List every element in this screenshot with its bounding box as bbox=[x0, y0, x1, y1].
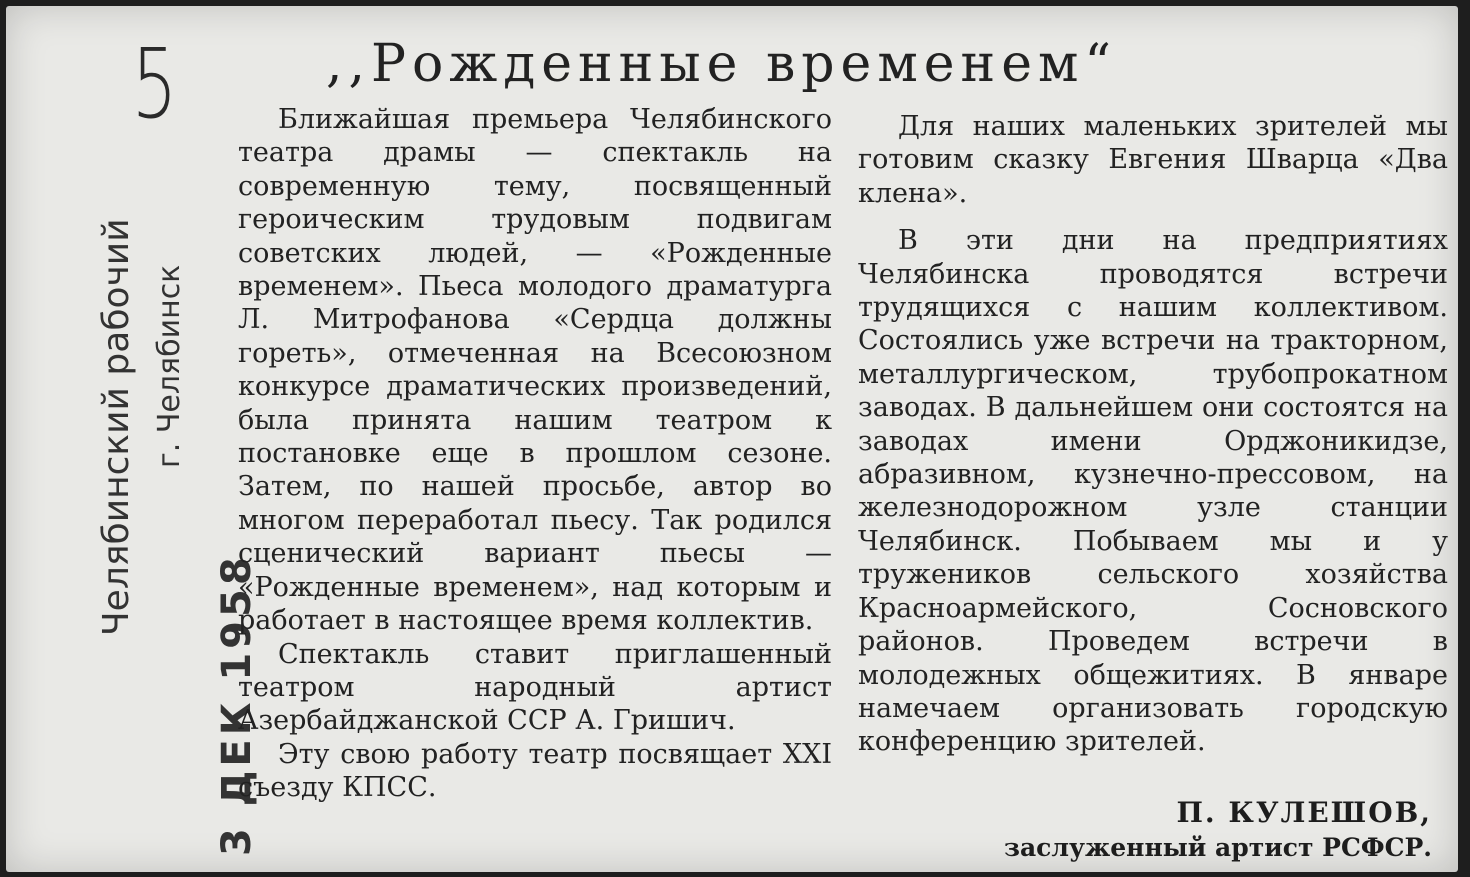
paragraph: Ближайшая премьера Челябинского театра драмы — спектакль на современную тему, посвященный героическим трудовым подвигам советских людей, — «Рожденные временем». Пьеса молодого драматурга Л. Митрофанова «Сердца должны гореть», отмеченная на Всесоюзном конкурсе драматических произведений, была принята нашим театром к постановке еще в прошлом сезоне. Затем, по нашей просьбе, автор во многом переработал пьесу. Так родился сценический вариант пьесы — «Рожденные временем», над которым и работает в настоящее время коллектив. bbox=[238, 104, 832, 637]
paragraph: Для наших маленьких зрителей мы готовим сказку Евгения Шварца «Два клена». bbox=[858, 111, 1448, 209]
paragraph: В эти дни на предприятиях Челябинска проводятся встречи трудящихся с нашим коллективом. Состоялись уже встречи на тракторном, металлургическом, трубопрокатном заводах. В дальнейшем они состоятся на заводах имени Орджоникидзе, абразивном, кузнечно-прессовом, на железнодорожном узле станции Челябинск. Побываем мы и у тружеников сельского хозяйства Красноармейского, Сосновского районов. Проведем встречи в молодежных общежитиях. В январе намечаем организовать городскую конференцию зрителей. bbox=[858, 225, 1448, 758]
paragraph: Эту свою работу театр посвящает XXI съезду КПСС. bbox=[238, 738, 832, 804]
stamp-newspaper-name: Челябинский рабочий bbox=[96, 218, 137, 636]
newspaper-clipping bbox=[6, 6, 1458, 872]
paragraph: Спектакль ставит приглашенный театром народный артист Азербайджанской ССР А. Гришич. bbox=[238, 638, 832, 737]
article-title: ,,Рожденные временем“ bbox=[326, 34, 1118, 94]
right-column bbox=[858, 110, 1448, 759]
author-title: заслуженный артист РСФСР. bbox=[1003, 833, 1432, 862]
handwritten-number: 5 bbox=[131, 28, 178, 140]
author-name: П. КУЛЕШОВ, bbox=[1176, 796, 1432, 829]
left-column bbox=[238, 103, 832, 805]
date-stamp bbox=[78, 96, 260, 856]
stamp-city: г. Челябинск bbox=[152, 264, 187, 468]
stamp-date: 3 ДЕК 1958 bbox=[214, 553, 260, 856]
